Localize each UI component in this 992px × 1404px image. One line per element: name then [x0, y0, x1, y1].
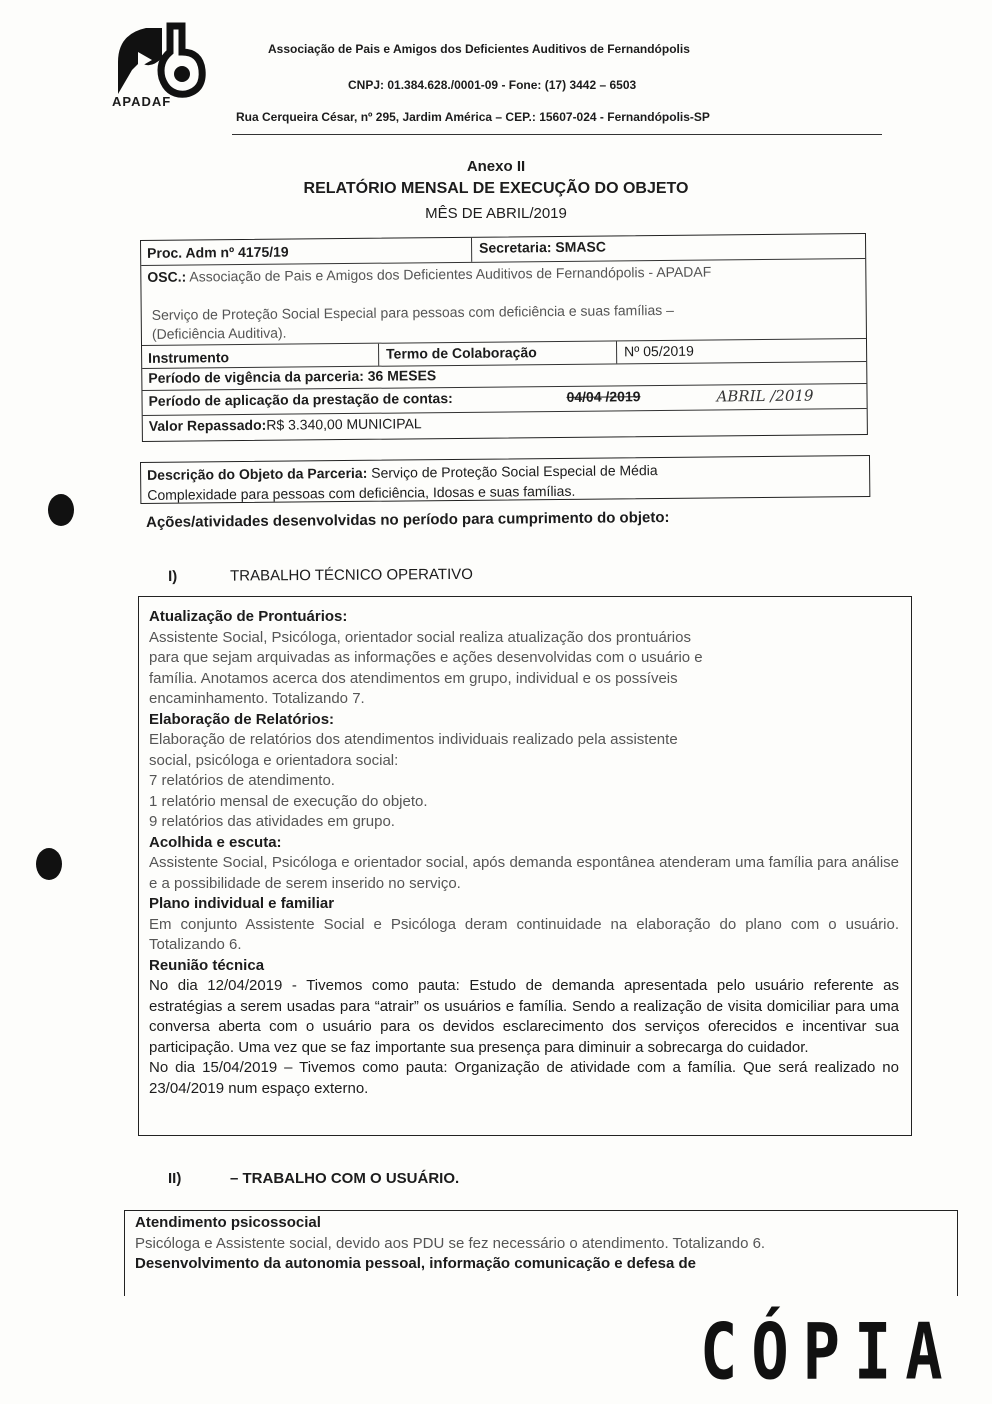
punch-hole: [48, 494, 74, 526]
service-line-2: (Deficiência Auditiva).: [151, 324, 287, 342]
object-text-2: Complexidade para pessoas com deficiência, Idosas e suas famílias.: [147, 482, 576, 503]
section-2-heading: [168, 1170, 459, 1187]
address: Rua Cerqueira César, nº 295, Jardim América – CEP.: 15607-024 - Fernandópolis-SP: [236, 110, 710, 124]
block-line: 1 relatório mensal de execução do objeto.: [149, 792, 428, 810]
block-heading: Atualização de Prontuários:: [149, 608, 348, 625]
block-line: social, psicóloga e orientadora social:: [149, 751, 399, 769]
annex-label: Anexo II: [466, 158, 526, 175]
section-1-number: I): [168, 567, 178, 585]
block-text: Assistente Social, Psicóloga e orientador social, após demanda espontânea atenderam uma família para análise e a possibilidade de serem inserido no serviço.: [149, 854, 899, 892]
letterhead-divider: [232, 134, 882, 135]
object-description-box: [140, 455, 870, 504]
block-line: família. Anotamos acerca dos atendimentos em grupo, individual e os possíveis: [149, 669, 678, 687]
block-text: No dia 15/04/2019 – Tivemos como pauta: Organização de atividade com a família. Que será realizado no 23/04/2019 num espaço externo.: [149, 1059, 899, 1097]
section-1-title: TRABALHO TÉCNICO OPERATIVO: [229, 565, 473, 585]
block-line: 9 relatórios das atividades em grupo.: [149, 813, 395, 830]
copy-stamp: CÓPIA: [700, 1306, 957, 1398]
instrumento-label: Instrumento: [148, 349, 230, 366]
object-text-1: Serviço de Proteção Social Especial de Média: [367, 462, 658, 481]
logo-text: APADAF: [112, 94, 172, 109]
block-line: Assistente Social, Psicóloga, orientador social realiza atualização dos prontuários: [149, 628, 691, 646]
osc-label: OSC.:: [147, 268, 187, 285]
vigencia: Período de vigência da parceria: 36 MESES: [148, 367, 437, 386]
block-text: No dia 12/04/2019 - Tivemos como pauta: Estudo de demanda apresentada pelo usuário referente as estratégias a serem usadas para “atrair” os usuários e família. Sendo a realização de visita domiciliar para uma conversa aberta com o usuário para os devidos esclarecimento dos serviços oferecidos e incentivar sua participação. Uma vez que se faz importante sua presença para diminuir a sobrecarga do cuidador.: [149, 977, 899, 1056]
valor-value: R$ 3.340,00 MUNICIPAL: [266, 415, 422, 433]
actions-heading: Ações/atividades desenvolvidas no período para cumprimento do objeto:: [146, 508, 670, 531]
cell-divider: [378, 344, 379, 366]
punch-hole: [36, 848, 62, 880]
section-2-number: II): [168, 1170, 182, 1187]
cell-divider: [616, 341, 617, 363]
proc-number: Proc. Adm nº 4175/19: [147, 243, 289, 261]
termo-label: Termo de Colaboração: [386, 344, 537, 362]
block-heading: Reunião técnica: [149, 956, 265, 974]
block-line: Elaboração de relatórios dos atendimentos individuais realizado pela assistente: [149, 731, 678, 748]
block-heading: Acolhida e escuta:: [149, 833, 282, 851]
block-line: encaminhamento. Totalizando 7.: [149, 690, 365, 707]
block-heading: Desenvolvimento da autonomia pessoal, informação comunicação e defesa de: [135, 1255, 697, 1272]
user-work-box: [124, 1210, 958, 1296]
report-month: MÊS DE ABRIL/2019: [425, 205, 567, 222]
service-line-1: Serviço de Proteção Social Especial para pessoas com deficiência e suas famílias –: [151, 301, 674, 323]
info-table: [140, 233, 868, 442]
aplicacao-value: 04/04 /2019: [566, 388, 641, 405]
report-title: RELATÓRIO MENSAL DE EXECUÇÃO DO OBJETO: [303, 180, 689, 197]
block-text: Psicóloga e Assistente social, devido aos PDU se fez necessário o atendimento. Totalizando 6.: [135, 1234, 766, 1252]
cell-divider: [471, 238, 472, 262]
block-line: 7 relatórios de atendimento.: [149, 772, 335, 789]
osc-value: Associação de Pais e Amigos dos Deficientes Auditivos de Fernandópolis - APADAF: [189, 263, 712, 285]
technical-work-box: [138, 596, 912, 1136]
termo-number: Nº 05/2019: [624, 342, 694, 360]
valor-label: Valor Repassado:: [148, 416, 267, 434]
object-label: Descrição do Objeto da Parceria:: [147, 464, 368, 483]
block-line: para que sejam arquivadas as informações e ações desenvolvidas com o usuário e: [149, 649, 703, 666]
block-heading: Atendimento psicossocial: [135, 1214, 321, 1231]
aplicacao-label: Período de aplicação da prestação de contas:: [148, 390, 453, 409]
organization-name: Associação de Pais e Amigos dos Deficientes Auditivos de Fernandópolis: [268, 42, 690, 56]
block-text: Em conjunto Assistente Social e Psicóloga deram continuidade na elaboração do plano com o usuário. Totalizando 6.: [149, 915, 899, 953]
block-heading: Elaboração de Relatórios:: [149, 710, 335, 728]
section-1-heading: [168, 566, 473, 585]
secretaria: Secretaria: SMASC: [479, 238, 606, 256]
block-heading: Plano individual e familiar: [149, 895, 335, 912]
ear-logo-icon: [110, 22, 210, 100]
cnpj-phone: CNPJ: 01.384.628./0001-09 - Fone: (17) 3442 – 6503: [348, 78, 637, 92]
section-2-title: – TRABALHO COM O USUÁRIO.: [230, 1170, 460, 1187]
handwritten-correction: ABRIL /2019: [716, 386, 814, 406]
